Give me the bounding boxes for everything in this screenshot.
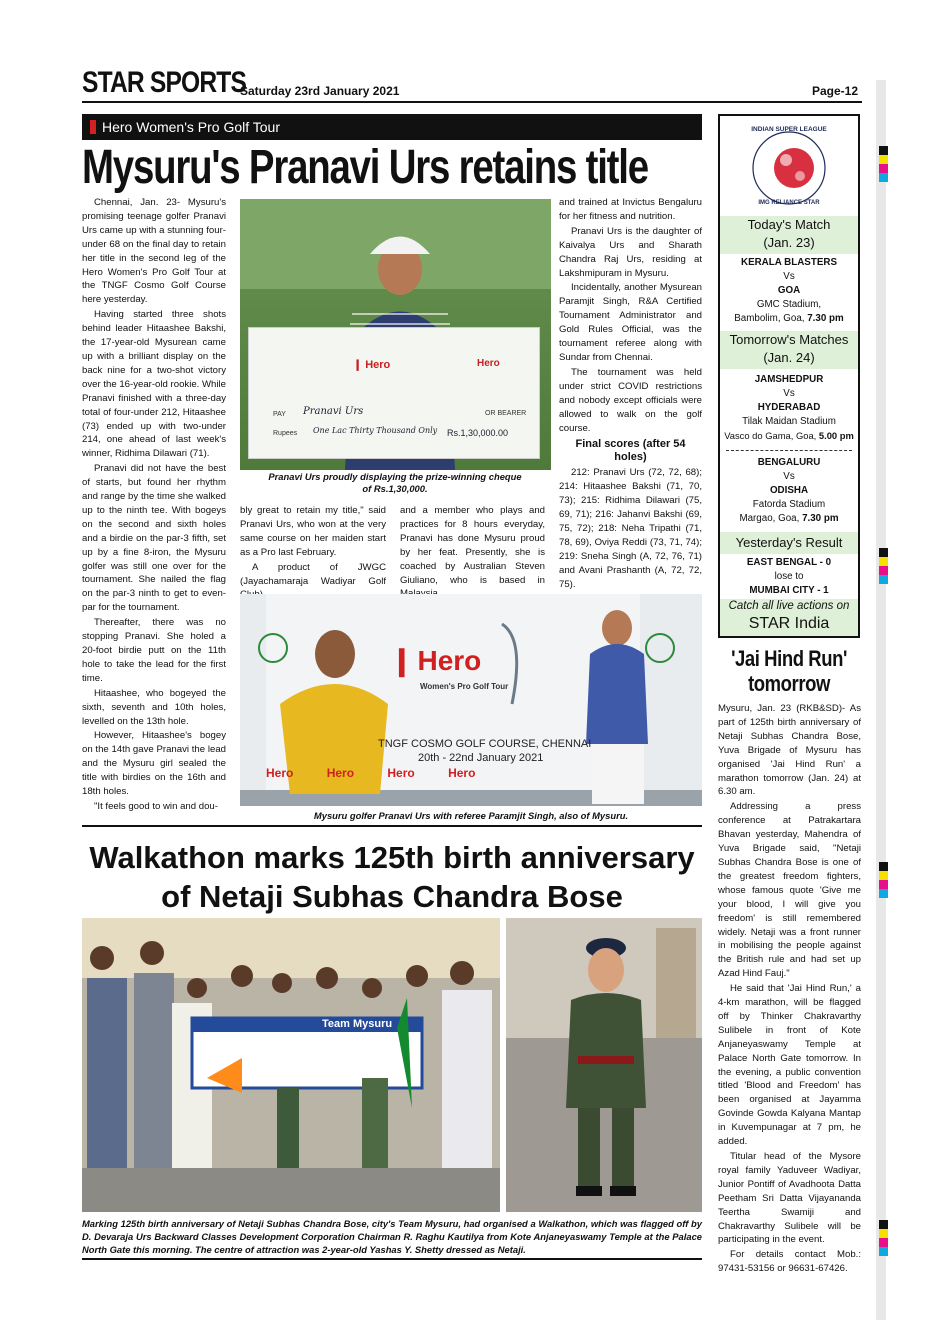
- isl-logo-top-text: INDIAN SUPER LEAGUE: [751, 126, 827, 133]
- m2-vs: Vs: [783, 471, 795, 482]
- reg-black: [879, 548, 888, 557]
- bottom-rule: [82, 1258, 702, 1260]
- walkathon-headline-line-2: of Netaji Subhas Chandra Bose: [161, 879, 623, 914]
- today-heading: Today's Match: [747, 217, 831, 232]
- strip-brand: Hero: [387, 766, 415, 780]
- reg-magenta: [879, 164, 888, 173]
- jaihind-headline-line-1: 'Jai Hind Run': [731, 646, 847, 671]
- reg-yellow: [879, 871, 888, 880]
- kicker-accent: [90, 120, 96, 134]
- m1-venue-2: [720, 429, 858, 443]
- m1-team-2: HYDERABAD: [757, 402, 821, 413]
- child-photo-illustration: [506, 918, 702, 1212]
- reg-cyan: [879, 575, 888, 584]
- reg-magenta: [879, 566, 888, 575]
- issue-date: Saturday 23rd January 2021: [240, 84, 400, 98]
- golf-paragraph: The tournament was held under strict COVID restrictions and nobody except officials were allowed to walk on the golf course.: [559, 366, 702, 434]
- reg-cyan: [879, 1247, 888, 1256]
- m2-team-1: BENGALURU: [757, 457, 821, 468]
- today-team-1: KERALA BLASTERS: [741, 257, 837, 268]
- m2-venue-2: [720, 512, 858, 526]
- photo1-caption: Pranavi Urs proudly displaying the prize-winning cheque of Rs.1,30,000.: [268, 471, 522, 494]
- photo2-caption: Mysuru golfer Pranavi Urs with referee Paramjit Singh, also of Mysuru.: [313, 810, 629, 821]
- banner-tour: Women's Pro Golf Tour: [420, 682, 509, 691]
- golf-paragraph: Incidentally, another Mysurean Paramjit Singh, R&A Certified Tournament Administrator and Gold Rules Official, was the tournament referee along with Sundar from Chennai.: [559, 282, 702, 363]
- m1-vs: Vs: [783, 388, 795, 399]
- cheque-brand: Hero: [365, 359, 391, 371]
- section-title: STAR SPORTS: [82, 66, 247, 99]
- today-venue-1: GMC Stadium,: [756, 299, 822, 310]
- cheque-brand-right: Hero: [477, 358, 500, 369]
- golf-paragraph: Pranavi Urs is the daughter of Kaivalya Urs and Sharath Chandra Raj Urs, residing at Lakshmipuram in Mysuru.: [559, 225, 702, 279]
- today-time: 7.30 pm: [807, 313, 844, 324]
- page-number: Page-12: [812, 84, 859, 98]
- isl-box: [718, 114, 860, 638]
- result-mid: lose to: [774, 571, 804, 582]
- result-team-1: EAST BENGAL - 0: [746, 557, 832, 568]
- golf-paragraph: Having started three shots behind leader Hitaashee Bakshi, the 17-year-old Mysurean came up with a brilliant display on the back nine for a two-shot victory over the 16-year-old rookie. While Pranavi finished with a three-day total of four-under 212, Hitaashee (73) ended up with two-under 214, one ahead of last week's winner, Ridhima Dilawari (71).: [82, 309, 226, 460]
- golf-headline: Mysuru's Pranavi Urs retains title: [82, 141, 648, 194]
- reg-yellow: [879, 155, 888, 164]
- reg-magenta: [879, 1238, 888, 1247]
- isl-footer-line-1: Catch all live actions on: [728, 600, 850, 612]
- cheque-bearer: OR BEARER: [485, 410, 527, 417]
- tomorrow-heading: Tomorrow's Matches: [729, 332, 849, 347]
- golf-paragraph: However, Hitaashee's bogey on the 14th gave Pranavi the lead and the Mysuru girl sealed the title with birdies on the 16th and 18th holes.: [82, 730, 226, 798]
- strip-brand: Hero: [266, 766, 294, 780]
- scores-text: 212: Pranavi Urs (72, 72, 68); 214: Hitaashee Bakshi (71, 70, 73); 215: Ridhima Dilawari (75, 69, 71); 216: Jahanvi Bakshi (69, 75, 72); 218: Neha Tripathi (71, 78, 69), Oviya Reddi (73, 71, 74); 219: Sneha Singh (A, 72, 76, 71) and Avani Prashanth (A, 72, 72, 75).: [559, 467, 702, 590]
- jaihind-paragraph: Addressing a press conference at Patrakartara Bhavan yesterday, Mahendra of Yuva Brigade said, "Netaji Subhas Chandra Bose is one of the greatest freedom fighters, whose famous quote 'Give me your blood, I will give you freedom' is still remembered widely. Netaji was a front runner in mobilising the people against the British rule and had set up Azad Hind Fauj.": [718, 801, 861, 980]
- golf-paragraph: and trained at Invictus Bengaluru for her fitness and nutrition.: [559, 197, 702, 222]
- today-date: (Jan. 23): [763, 235, 815, 250]
- reg-black: [879, 1220, 888, 1229]
- yesterday-heading: Yesterday's Result: [720, 532, 858, 554]
- isl-footer: [720, 599, 858, 636]
- golf-paragraph: Pranavi did not have the best of starts, but found her rhythm and range by the time she walked up to the ninth tee. With bogeys on the second and sixth holes and a birdie on the par-3 fifth, set up by a fine 8-iron, the Mysuru golfer was still one over for the tournament. She nailed the flag on the par-3 ninth to get to even-par for the tournament.: [82, 463, 226, 614]
- jaihind-body: [718, 702, 861, 1277]
- m2-venue-1: Fatorda Stadium: [752, 499, 826, 510]
- registration-strip: [876, 80, 886, 1320]
- m1-team-1: JAMSHEDPUR: [754, 374, 824, 385]
- banner-brand: Hero: [417, 645, 482, 676]
- hero-logo-icon: ❙ Hero: [353, 359, 391, 371]
- banner-hero-logo: ❙ Hero: [390, 645, 482, 676]
- team-mysuru-banner-text: Team Mysuru: [322, 1018, 393, 1030]
- golf-paragraph: A product of JWGC (Jayachamaraja Wadiyar Golf: [240, 561, 386, 587]
- m1-time: 5.00 pm: [818, 430, 854, 441]
- golf-column-1: [82, 196, 226, 815]
- golf-kicker: Hero Women's Pro Golf Tour: [102, 119, 281, 135]
- m2-time: 7.30 pm: [802, 513, 839, 524]
- golf-section-rule: [82, 825, 702, 827]
- reg-yellow: [879, 1229, 888, 1238]
- jaihind-paragraph: Titular head of the Mysore royal family Yaduveer Wadiyar, Junior Pontiff of Avadhoota Datta Peetham Sri Datta Vijayananda Teertha Swamiji and Chakravarthy Sulibele will be participating in the event.: [718, 1151, 861, 1246]
- strip-brand: Hero: [448, 766, 476, 780]
- cheque-amount-figure: Rs.1,30,000.00: [447, 428, 509, 438]
- m2-team-2: ODISHA: [769, 485, 809, 496]
- m1-venue-1: Tilak Maidan Stadium: [742, 416, 836, 427]
- cheque-amount-words: One Lac Thirty Thousand Only: [313, 426, 438, 435]
- golf-paragraph: Chennai, Jan. 23- Mysuru's promising teenage golfer Pranavi Urs came up with a stunning four-under 68 on the final day to retain her title in the second leg of the Hero Women's Pro Golf Tour at the TNGF Cosmo Golf Course here yesterday.: [82, 197, 226, 306]
- isl-footer-line-2: STAR India: [748, 615, 830, 632]
- scores-heading: Final scores (after 54 holes): [575, 438, 686, 464]
- golf-paragraph: "It feels good to win and dou-: [94, 800, 218, 812]
- yashas-netaji-photo: [506, 918, 702, 1212]
- reg-magenta: [879, 880, 888, 889]
- jaihind-paragraph: For details contact Mob.: 97431-53156 or 96631-67426.: [718, 1249, 861, 1275]
- walkathon-caption: Marking 125th birth anniversary of Netaji Subhas Chandra Bose, city's Team Mysuru, had organised a Walkathon, which was flagged off by D. Devaraja Urs Backward Classes Development Corporation Chairman R. Raghu Kautilya from Kote Anjaneyaswamy Temple at the Palace North Gate this morning. The centre of attraction was 2-year-old Yashas Y. Shetty dressed as Netaji.: [82, 1218, 702, 1255]
- banner-venue: TNGF COSMO GOLF COURSE, CHENNAI: [378, 738, 592, 750]
- tomorrow-heading-block: [720, 331, 858, 369]
- golf-column-4: [559, 196, 702, 593]
- walkathon-headline-line-1: Walkathon marks 125th birth anniversary: [89, 840, 695, 875]
- reg-cyan: [879, 173, 888, 182]
- today-match: [720, 256, 858, 326]
- cheque: [248, 327, 540, 459]
- cheque-pay-label: PAY: [273, 411, 286, 418]
- result-team-2: MUMBAI CITY - 1: [749, 585, 829, 596]
- today-venue-2: [720, 312, 858, 326]
- golf-paragraph: Hitaashee, who bogeyed the sixth, seventh and 10th holes, levelled on the 13th hole.: [82, 687, 226, 727]
- group-photo-illustration: [82, 918, 500, 1212]
- strip-brand: Hero: [326, 766, 355, 780]
- golf-column-2: [240, 504, 386, 603]
- reg-black: [879, 146, 888, 155]
- today-venue-2-text: Bambolim, Goa,: [734, 313, 808, 324]
- golf-column-3: [400, 504, 545, 602]
- color-registration-mark: [879, 548, 888, 584]
- jaihind-paragraph: He said that 'Jai Hind Run,' a 4-km marathon, will be flagged off by Thinker Chakravarthy Sulibele in front of Kote Anjaneyaswamy Temple at Palace North Gate tomorrow. In the evening, a public convention titled 'Blood and Freedom' has been organised at Jayamma Govinde Gowda Kalyana Mantap in Kuvempunagar at 7 pm, he added.: [718, 983, 861, 1148]
- reg-black: [879, 862, 888, 871]
- today-heading-block: [720, 216, 858, 254]
- golf-kicker-bar: [82, 114, 702, 140]
- reg-cyan: [879, 889, 888, 898]
- m1-venue-2-text: Vasco do Gama, Goa,: [724, 430, 819, 441]
- tomorrow-match-1: [720, 373, 858, 443]
- yesterday-result: [720, 556, 858, 598]
- masthead-rule: [82, 101, 862, 103]
- color-registration-mark: [879, 146, 888, 182]
- tomorrow-date: (Jan. 24): [763, 350, 815, 365]
- pranavi-cheque-photo: [240, 199, 551, 470]
- isl-logo-bottom-text: IMG RELIANCE STAR: [758, 200, 820, 206]
- today-vs: Vs: [783, 271, 795, 282]
- color-registration-mark: [879, 1220, 888, 1256]
- match-divider: [726, 450, 852, 451]
- golf-paragraph: and a member who plays and practices for 8 hours everyday, Pranavi has done Mysuru proud by her feat. Presently, she is coached by Australian Steven Giuliano, who is based in: [400, 505, 545, 586]
- cheque-rupees-label: Rupees: [273, 430, 298, 437]
- walkathon-headline: [82, 838, 702, 916]
- golf-paragraph: bly great to retain my title," said Pranavi Urs, who won at the very same course on her maiden start as a Pro last February.: [240, 505, 386, 558]
- walkathon-group-photo: [82, 918, 500, 1212]
- today-team-2: GOA: [777, 285, 801, 296]
- banner-hero-strip: [266, 766, 640, 780]
- golf-paragraph: Thereafter, there was no stopping Pranavi. She holed a 20-foot birdie putt on the 11th hole to take the lead for the first time.: [82, 617, 226, 684]
- jaihind-paragraph: Mysuru, Jan. 23 (RKB&SD)- As part of 125th birth anniversary of Netaji Subhas Chandra Bose, Yuva Brigade of Mysuru has organised 'Jai Hind Run' a marathon tomorrow (Jan. 24) at 6.30 am.: [718, 703, 861, 798]
- tomorrow-match-2: [720, 456, 858, 526]
- m2-venue-2-text: Margao, Goa,: [739, 513, 803, 524]
- jaihind-headline: [712, 646, 866, 696]
- isl-logo: [720, 116, 858, 216]
- jaihind-headline-line-2: tomorrow: [748, 671, 830, 696]
- pranavi-referee-photo: [240, 594, 702, 806]
- reg-yellow: [879, 557, 888, 566]
- color-registration-mark: [879, 862, 888, 898]
- banner-dates: 20th - 22nd January 2021: [418, 752, 544, 764]
- cheque-payee: Pranavi Urs: [303, 406, 364, 417]
